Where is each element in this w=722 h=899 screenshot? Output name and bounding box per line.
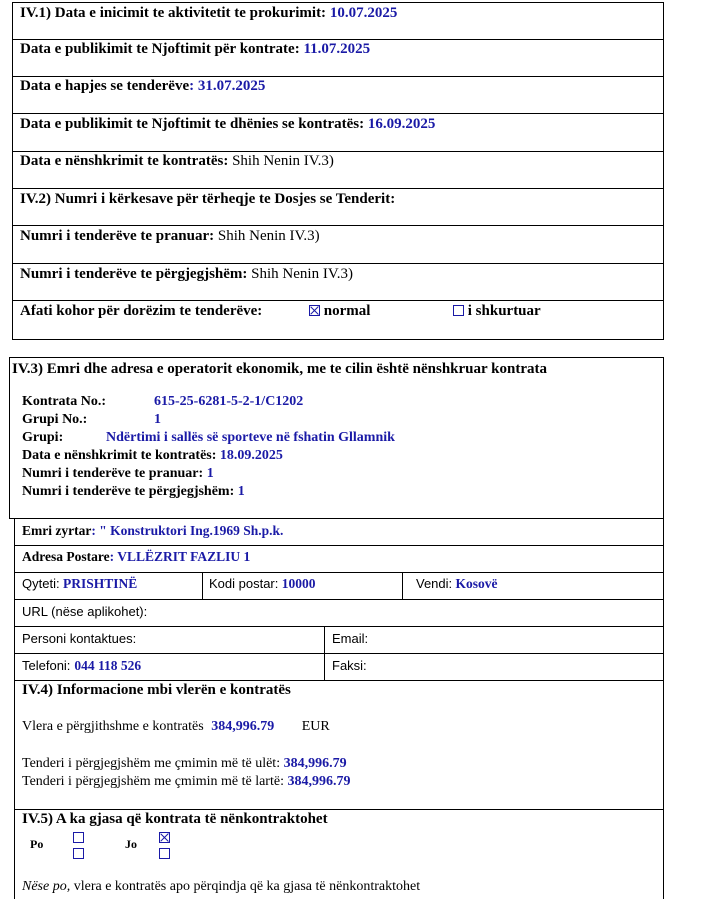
label-qyteti: Qyteti:: [22, 576, 60, 591]
label-faksi: Faksi:: [332, 658, 367, 673]
label-vendi: Vendi:: [416, 576, 453, 591]
value-emri-zyrtar: : " Konstruktori Ing.1969 Sh.p.k.: [91, 523, 284, 538]
note-nese-po: Nëse po,: [22, 879, 71, 894]
value-numri-pranuar: 1: [206, 466, 214, 481]
label-grupi-no: Grupi No.:: [22, 412, 88, 427]
value-tenderet-pergjegjshem: Shih Nenin IV.3): [251, 266, 353, 282]
row-data-publikimit-dhenies: [12, 113, 664, 152]
row-personi: [14, 626, 664, 654]
label-vlera: Vlera e përgjithshme e kontratës: [22, 719, 204, 734]
value-data-nenshkrimit: Shih Nenin IV.3): [232, 153, 334, 169]
label-po: Po: [30, 837, 44, 851]
label-grupi: Grupi:: [22, 430, 64, 445]
row-data-inicimit: [12, 2, 664, 40]
row-afati-kohor: [12, 300, 664, 340]
label-personi-kontaktues: Personi kontaktues:: [22, 631, 137, 646]
section-vlera-title: IV.4) Informacione mbi vlerën e kontratës: [22, 682, 291, 698]
value-data-nenshkrimit-kontrates: 18.09.2025: [219, 448, 283, 463]
label-kodi-postar: Kodi postar:: [209, 576, 279, 591]
row-telefoni: [14, 653, 664, 681]
label-cmimi-ulet: Tenderi i përgjegjshëm me çmimin më të ulët:: [22, 756, 281, 771]
value-cmimi-larte: 384,996.79: [287, 774, 351, 789]
value-vendi: Kosovë: [455, 576, 498, 591]
checkbox-jo-checked-icon[interactable]: [159, 832, 170, 843]
section-nenkontraktim-title: IV.5) A ka gjasa që kontrata të nënkontraktohet: [22, 811, 328, 827]
value-grupi: Ndërtimi i sallës së sporteve në fshatin Gllamnik: [106, 430, 395, 445]
label-telefoni: Telefoni:: [22, 658, 71, 673]
row-data-publikimit: [12, 39, 664, 77]
checkbox-jo-icon[interactable]: [159, 848, 170, 859]
value-numri-pergjegjshem: 1: [237, 484, 245, 499]
value-currency: EUR: [301, 719, 330, 734]
checkbox-po-icon[interactable]: [73, 848, 84, 859]
value-kontrata-no: 615-25-6281-5-2-1/C1202: [154, 394, 304, 409]
label-url: URL (nëse aplikohet):: [22, 604, 148, 619]
row-adresa: [14, 545, 664, 573]
label-numri-kerkesave: IV.2) Numri i kërkesave për tërheqje te Dosjes se Tenderit:: [20, 191, 396, 207]
label-afati-kohor: Afati kohor për dorëzim te tenderëve:: [20, 303, 263, 319]
label-jo: Jo: [125, 837, 137, 851]
label-data-nenshkrimit: Data e nënshkrimit te kontratës:: [20, 153, 229, 169]
option-normal[interactable]: [309, 303, 370, 320]
checkbox-empty-icon[interactable]: [453, 305, 464, 316]
value-tenderet-pranuar: Shih Nenin IV.3): [217, 228, 320, 244]
option-shkurtuar[interactable]: [453, 303, 541, 320]
label-data-hapjes: Data e hapjes se tenderëve: [20, 78, 190, 94]
label-tenderet-pranuar: Numri i tenderëve te pranuar:: [20, 228, 215, 244]
value-data-dhenies: 16.09.2025: [367, 116, 436, 132]
checkbox-po-top-icon[interactable]: [73, 832, 84, 843]
label-kontrata-no: Kontrata No.:: [22, 394, 106, 409]
label-data-dhenies: Data e publikimit te Njoftimit te dhënies se kontratës:: [20, 116, 365, 132]
value-kodi-postar: 10000: [281, 576, 316, 591]
section-nenkontraktim: [14, 809, 664, 899]
option-normal-label: normal: [323, 303, 371, 319]
row-data-nenshkrimit: [12, 151, 664, 189]
checkbox-checked-icon[interactable]: [309, 305, 320, 316]
value-data-hapjes: : 31.07.2025: [189, 78, 266, 94]
label-data-inicimit: IV.1) Data e inicimit te aktivitetit te prokurimit:: [20, 5, 327, 21]
value-grupi-no: 1: [154, 412, 161, 427]
value-data-inicimit: 10.07.2025: [329, 5, 398, 21]
label-numri-pranuar: Numri i tenderëve te pranuar:: [22, 466, 204, 481]
row-qyteti: [14, 572, 664, 600]
row-emri-zyrtar: [14, 518, 664, 546]
section-operatori: [9, 357, 664, 519]
value-adresa: : VLLËZRIT FAZLIU 1: [109, 549, 251, 564]
row-numri-kerkesave: [12, 188, 664, 226]
option-shkurtuar-label: i shkurtuar: [467, 303, 541, 319]
label-numri-pergjegjshem: Numri i tenderëve te përgjegjshëm:: [22, 484, 235, 499]
note-vlera-nenkontraktim: vlera e kontratës apo përqindja që ka gjasa të nënkontraktohet: [70, 879, 421, 894]
label-data-publikimit: Data e publikimit te Njoftimit për kontrate:: [20, 41, 300, 57]
row-data-hapjes: [12, 76, 664, 114]
value-data-publikimit: 11.07.2025: [303, 41, 371, 57]
value-telefoni: 044 118 526: [74, 658, 142, 673]
label-adresa: Adresa Postare: [22, 549, 110, 564]
label-data-nenshkrimit-kontrates: Data e nënshkrimit te kontratës:: [22, 448, 217, 463]
section-vlera-kontrates: [14, 680, 664, 810]
section-operatori-title: IV.3) Emri dhe adresa e operatorit ekonomik, me te cilin është nënshkruar kontrata: [12, 361, 547, 377]
label-tenderet-pergjegjshem: Numri i tenderëve te përgjegjshëm:: [20, 266, 248, 282]
row-url: [14, 599, 664, 627]
label-email: Email:: [332, 631, 369, 646]
label-cmimi-larte: Tenderi i përgjegjshëm me çmimin më të lartë:: [22, 774, 284, 789]
value-cmimi-ulet: 384,996.79: [283, 756, 347, 771]
value-qyteti: PRISHTINË: [62, 576, 138, 591]
value-vlera: 384,996.79: [211, 719, 275, 734]
row-tenderet-pergjegjshem: [12, 263, 664, 301]
label-emri-zyrtar: Emri zyrtar: [22, 523, 92, 538]
row-tenderet-pranuar: [12, 225, 664, 264]
